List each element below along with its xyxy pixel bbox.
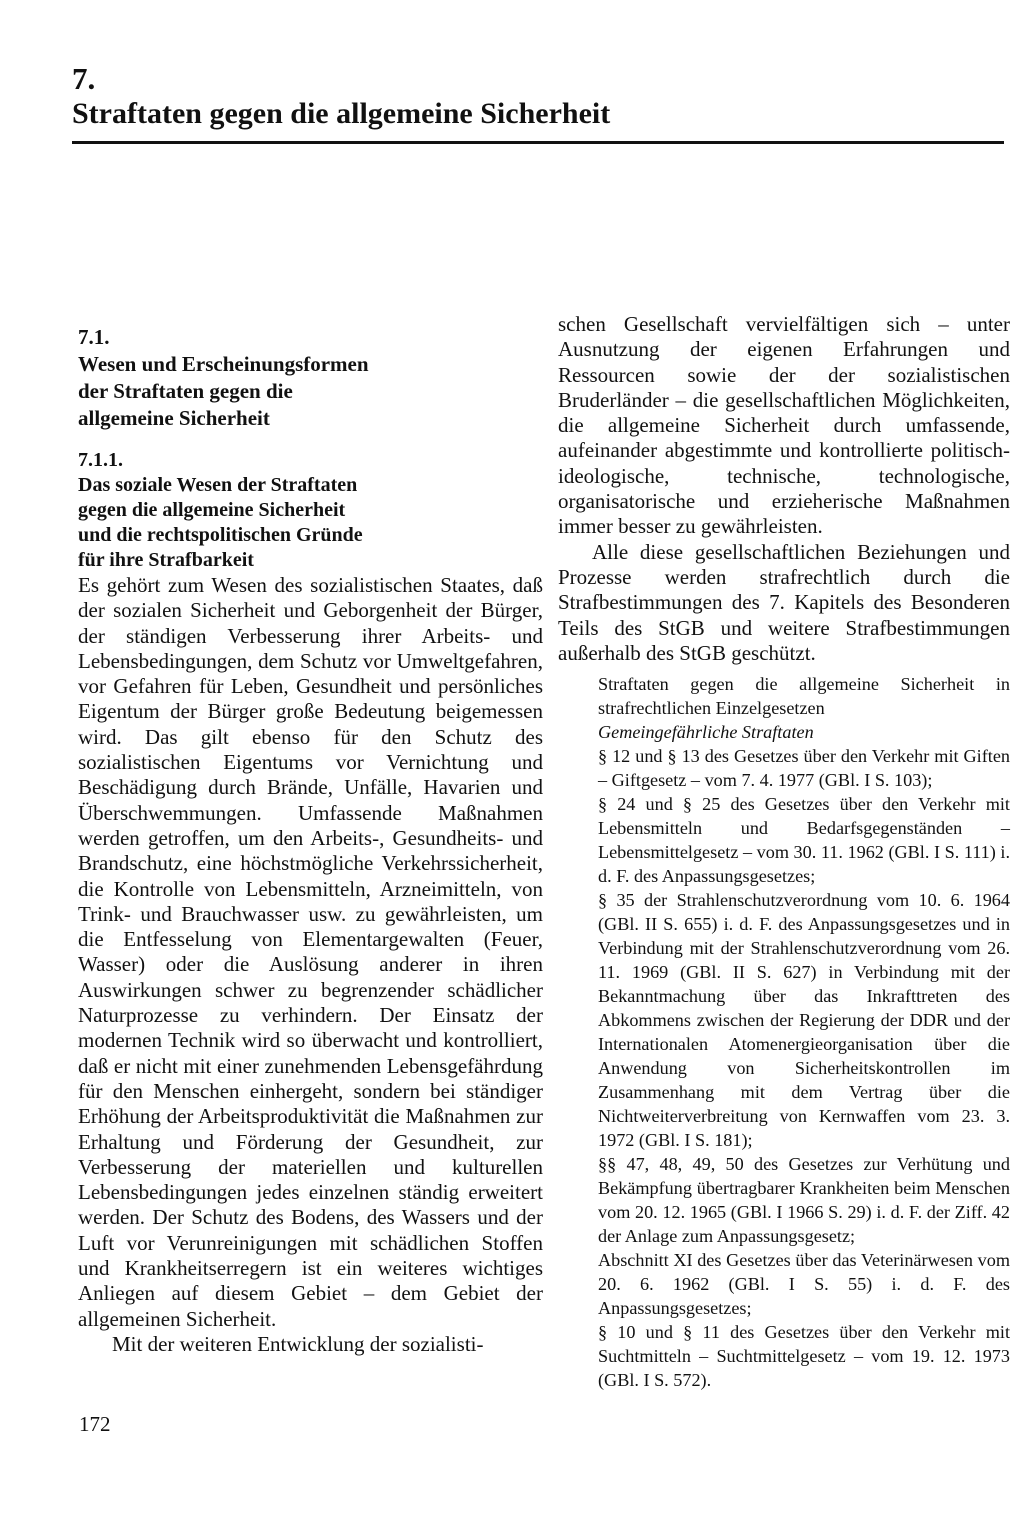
section-title-line: allgemeine Sicherheit — [78, 406, 270, 430]
body-paragraph: schen Gesellschaft vervielfältigen sich – unter Ausnutzung der eigenen Erfahrungen und Ressourcen sowie der der sozialistischen Bruderländer – die gesellschaftlichen Möglichkeiten, die allgemeine Sicherheit durch umfassende, aufeinander abgestimmte und kontrollierte politisch-ideologische, technische, technologische, organisatorische und erzieherische Maßnahmen immer besser zu gewährleisten. — [558, 312, 1010, 539]
subsection-title-line: Das soziale Wesen der Straftaten — [78, 474, 358, 496]
chapter-rule — [72, 141, 1004, 144]
body-paragraph: Mit der weiteren Entwicklung der sozialisti- — [112, 1331, 484, 1356]
law-list-item: §§ 47, 48, 49, 50 des Gesetzes zur Verhütung und Bekämpfung übertragbarer Krankheiten beim Menschen vom 20. 12. 1965 (GBl. I 1966 S. 29) i. d. F. der Ziff. 42 der Anlage zum Anpassungsgesetz; — [598, 1154, 1010, 1247]
law-list-item: § 35 der Strahlenschutzverordnung vom 10. 6. 1964 (GBl. II S. 655) i. d. F. des Anpassungsgesetzes und in Verbindung mit der Strahlenschutzverordnung vom 26. 11. 1969 (GBl. II S. 627) in Verbindung mit der Bekanntmachung über das Inkrafttreten des Abkommens zwischen der Regierung der DDR und der Internationalen Atomenergieorganisation über die Anwendung von Sicherheitskontrollen im Zusammenhang mit dem Vertrag über die Nichtweiterverbreitung von Kernwaffen vom 23. 3. 1972 (GBl. I S. 181); — [598, 890, 1010, 1151]
law-list-item: Abschnitt XI des Gesetzes über das Veterinärwesen vom 20. 6. 1962 (GBl. I S. 55) i. d. F. des Anpassungsgesetzes; — [598, 1250, 1010, 1319]
subsection-heading — [78, 448, 543, 573]
body-paragraph: Es gehört zum Wesen des sozialistischen Staates, daß der sozialen Sicherheit und Geborgenheit der Bürger, der ständigen Verbesserung ihrer Arbeits- und Lebensbedingungen, dem Schutz vor Umweltgefahren, vor Gefahren für Leben, Gesundheit und persönliches Eigentum der Bürger große Bedeutung beigemessen wird. Das gilt ebenso für den Schutz des sozialistischen Eigentums vor Vernichtung und Beschädigung durch Brände, Unfälle, Havarien und Überschwemmungen. Umfassende Maßnahmen werden getroffen, um den Arbeits-, Gesundheits- und Brandschutz, eine höchstmögliche Verkehrssicherheit, die Kontrolle von Lebensmitteln, Arzneimitteln, von Trink- und Brauchwasser usw. zu gewährleisten, um die Entfesselung von Elementargewalten (Feuer, Wasser) oder die Auslösung anderer in ihren Auswirkungen schwer zu begrenzender schädlicher Naturprozesse zu verhindern. Der Einsatz der modernen Technik wird so überwacht und kontrolliert, daß er nicht mit einer zunehmenden Lebensgefährdung für den Menschen einhergeht, sondern bei ständiger Erhöhung der Arbeitsproduktivität die Maßnahmen zur Erhaltung und Förderung der Gesundheit, zur Verbesserung der materiellen und kulturellen Lebensbedingungen jedes einzelnen ständig erweitert werden. Der Schutz des Bodens, des Wassers und der Luft vor Verunreinigungen mit schädlichen Stoffen und Krankheitserregern ist ein weiteres wichtiges Anliegen auf diesem Gebiet – dem Gebiet der allgemeinen Sicherheit. — [78, 573, 543, 1331]
subsection-title-line: und die rechtspolitischen Gründe — [78, 524, 363, 546]
body-paragraph: Alle diese gesellschaftlichen Beziehungen und Prozesse werden strafrechtlich durch die Strafbestimmungen des 7. Kapitels des Besonderen Teils des StGB und weitere Strafbestimmungen außerhalb des StGB geschützt. — [558, 539, 1010, 665]
page-number: 172 — [79, 1412, 111, 1436]
law-list — [598, 672, 1010, 1392]
chapter-heading — [72, 62, 1012, 132]
left-column — [78, 318, 543, 1357]
chapter-number: 7. — [72, 61, 96, 96]
law-list-intro: Straftaten gegen die allgemeine Sicherheit in strafrechtlichen Einzelgesetzen — [598, 674, 1010, 719]
section-heading — [78, 324, 543, 432]
section-number: 7.1. — [78, 325, 110, 349]
chapter-title: Straftaten gegen die allgemeine Sicherheit — [72, 97, 611, 130]
law-list-item: § 24 und § 25 des Gesetzes über den Verkehr mit Lebensmitteln und Bedarfsgegenständen – Lebensmittelgesetz – vom 30. 11. 1962 (GBl. I S. 111) i. d. F. des Anpassungsgesetzes; — [598, 794, 1010, 887]
subsection-number: 7.1.1. — [78, 449, 123, 471]
subsection-title-line: für ihre Strafbarkeit — [78, 549, 254, 571]
law-list-heading: Gemeingefährliche Straftaten — [598, 722, 814, 743]
section-title-line: der Straftaten gegen die — [78, 379, 293, 403]
law-list-item: § 12 und § 13 des Gesetzes über den Verkehr mit Giften – Giftgesetz – vom 7. 4. 1977 (GBl. I S. 103); — [598, 746, 1010, 791]
law-list-item: § 10 und § 11 des Gesetzes über den Verkehr mit Suchtmitteln – Suchtmittelgesetz – vom 19. 12. 1973 (GBl. I S. 572). — [598, 1322, 1010, 1391]
subsection-title-line: gegen die allgemeine Sicherheit — [78, 499, 346, 521]
right-column — [558, 312, 1010, 1392]
section-title-line: Wesen und Erscheinungsformen — [78, 352, 369, 376]
